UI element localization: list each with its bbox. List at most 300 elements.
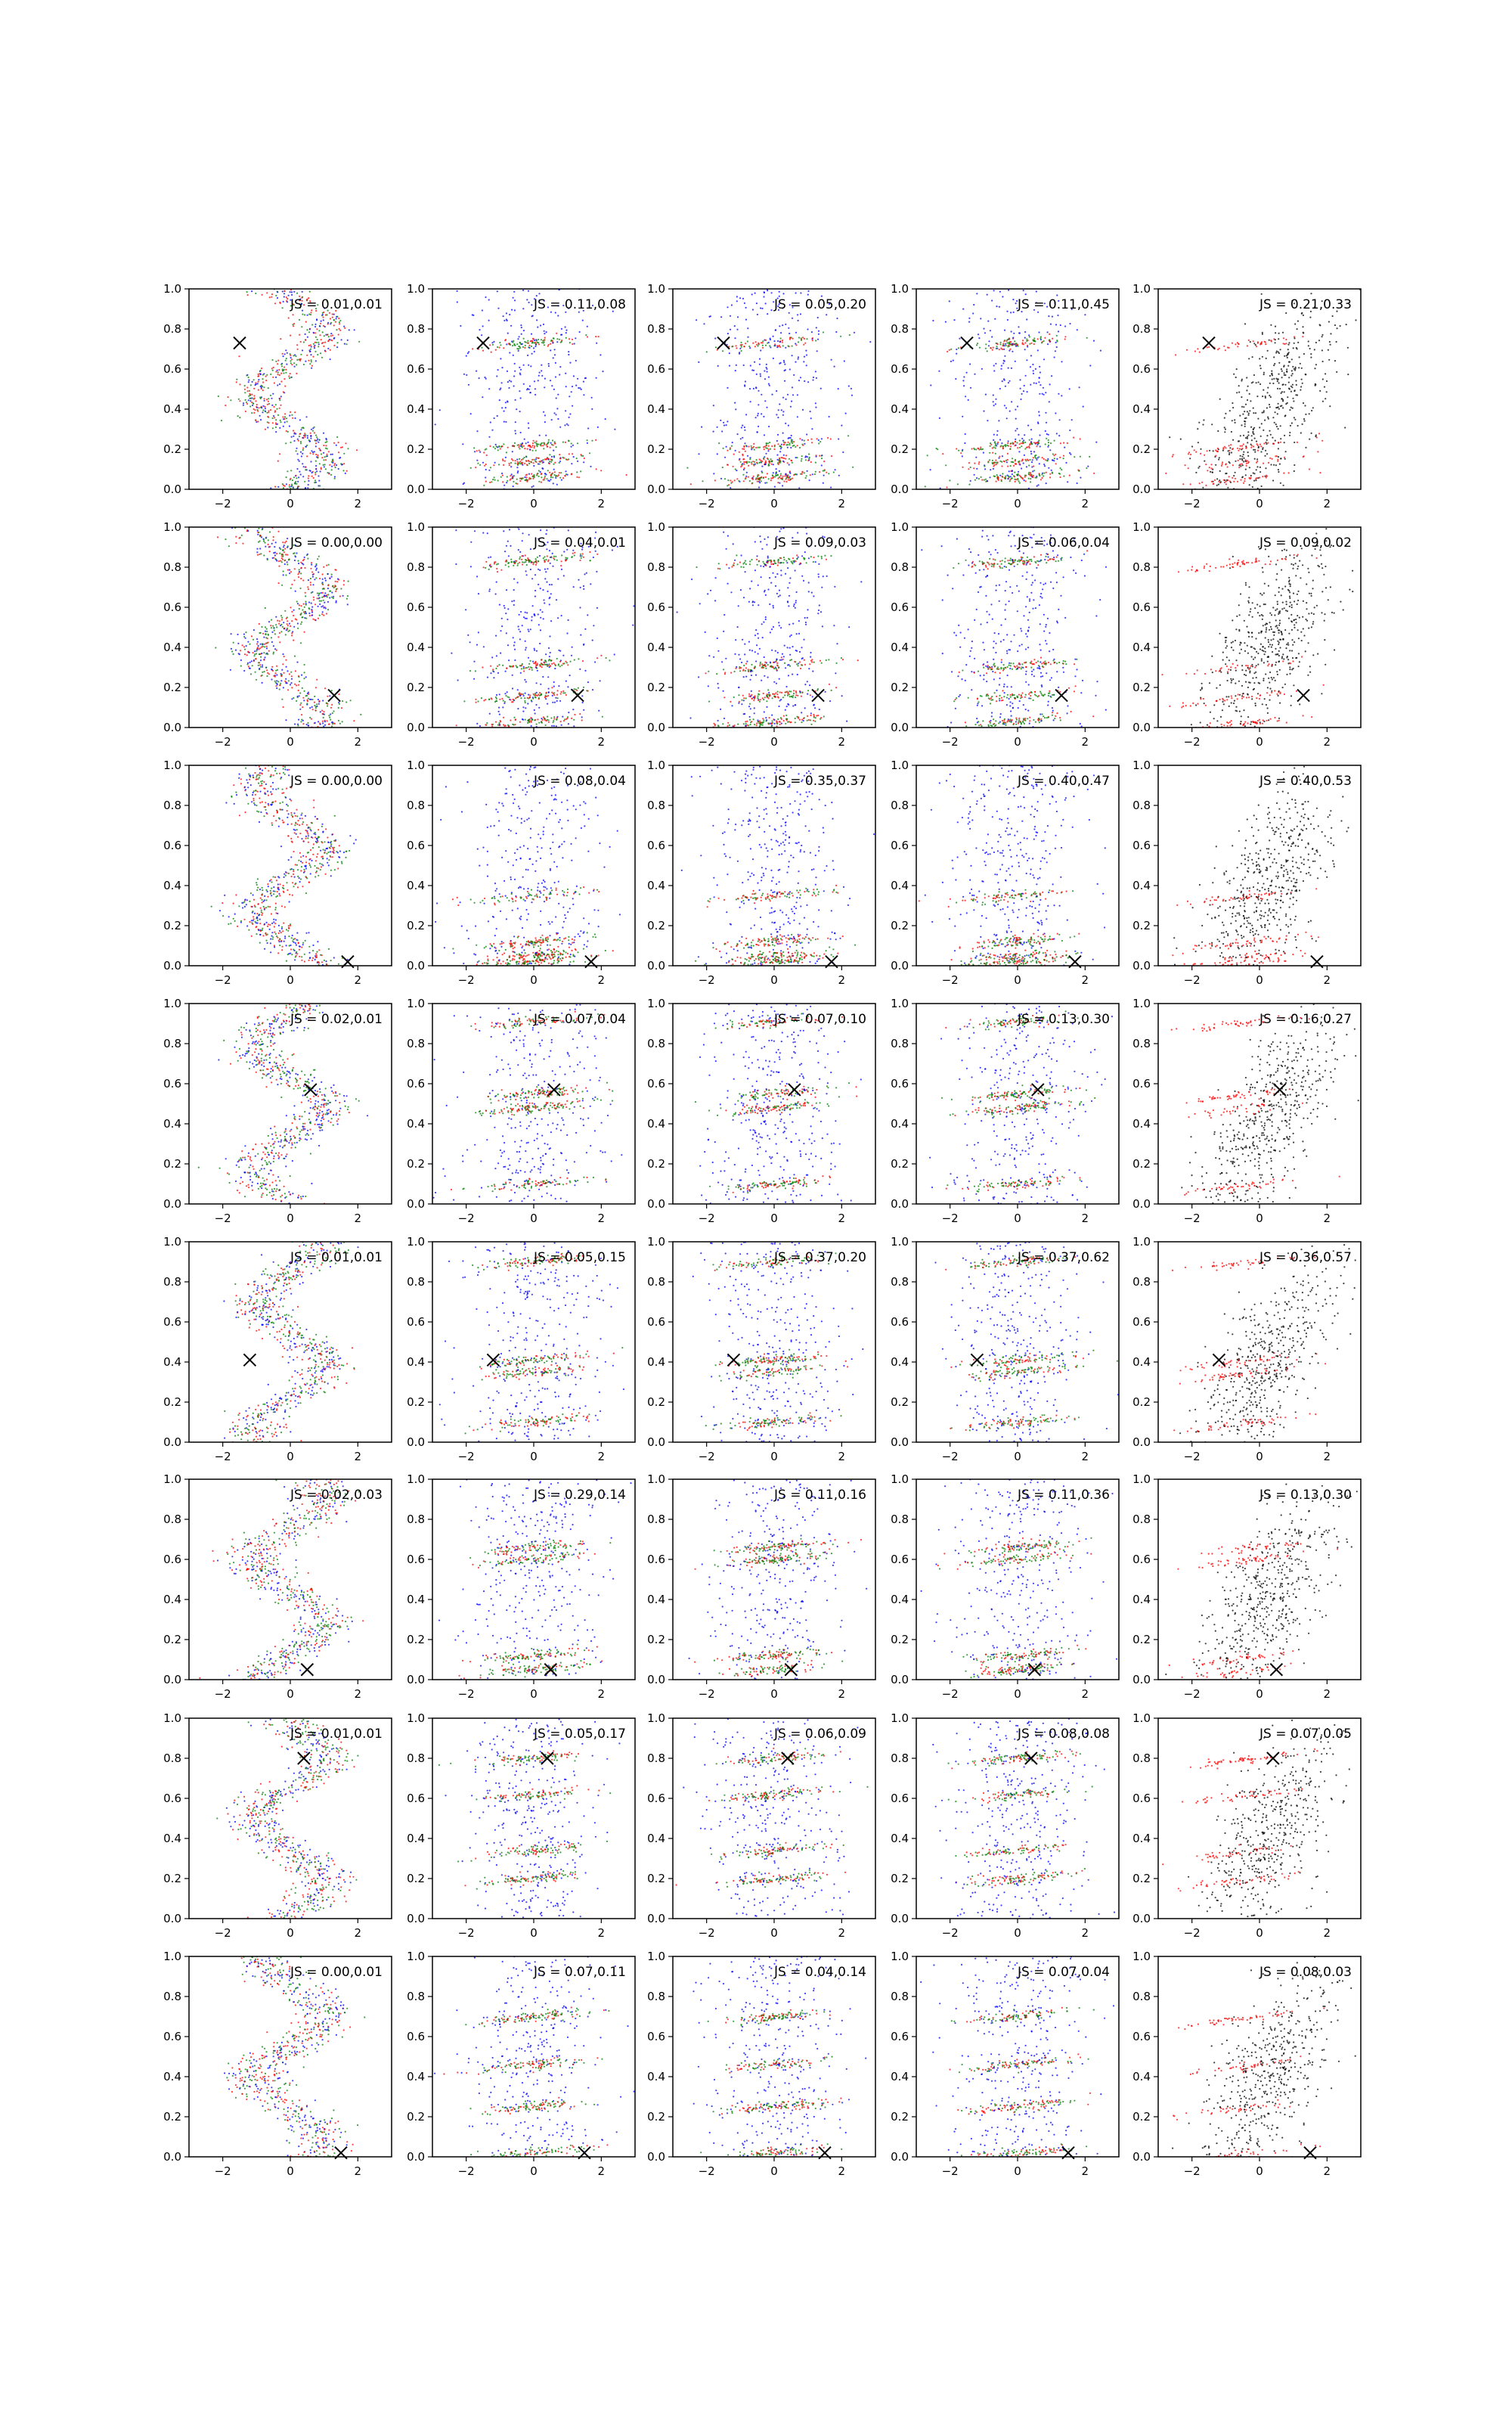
- scatter-point: [243, 402, 244, 404]
- scatter-point: [770, 458, 772, 460]
- scatter-point: [726, 424, 727, 426]
- scatter-point: [284, 290, 286, 292]
- scatter-point: [1319, 324, 1321, 326]
- scatter-point: [1254, 458, 1256, 460]
- scatter-point: [1065, 462, 1067, 464]
- scatter-point: [600, 655, 602, 656]
- scatter-point: [249, 400, 251, 402]
- scatter-point: [534, 590, 536, 591]
- scatter-point: [532, 605, 534, 607]
- scatter-point: [284, 544, 285, 546]
- scatter-point: [927, 455, 928, 456]
- scatter-point: [779, 341, 781, 343]
- scatter-point: [827, 437, 829, 439]
- scatter-point: [339, 321, 340, 323]
- scatter-point: [296, 684, 297, 686]
- scatter-point: [802, 337, 804, 338]
- scatter-point: [1275, 440, 1276, 442]
- scatter-point: [757, 431, 758, 433]
- scatter-point: [1251, 382, 1253, 383]
- scatter-point: [1056, 294, 1058, 296]
- scatter-point: [262, 378, 263, 380]
- scatter-point: [1257, 343, 1259, 344]
- scatter-point: [768, 377, 770, 378]
- scatter-point: [815, 340, 816, 341]
- scatter-point: [1038, 331, 1040, 333]
- scatter-point: [327, 703, 328, 705]
- scatter-point: [1251, 445, 1253, 446]
- scatter-point: [1286, 371, 1287, 372]
- scatter-point: [503, 717, 504, 718]
- scatter-point: [560, 721, 562, 722]
- scatter-point: [1218, 459, 1219, 461]
- scatter-point: [1334, 360, 1336, 361]
- scatter-point: [1318, 340, 1320, 341]
- scatter-point: [1024, 331, 1026, 333]
- scatter-point: [826, 472, 827, 473]
- scatter-point: [552, 342, 553, 343]
- scatter-point: [723, 422, 724, 424]
- scatter-point: [550, 380, 551, 381]
- scatter-point: [496, 375, 497, 377]
- scatter-point: [528, 534, 530, 535]
- scatter-point: [1284, 374, 1286, 376]
- scatter-point: [772, 477, 773, 479]
- scatter-point: [514, 430, 516, 432]
- scatter-point: [565, 386, 567, 387]
- scatter-point: [1232, 477, 1233, 479]
- scatter-point: [771, 464, 773, 465]
- scatter-point: [1244, 417, 1246, 419]
- scatter-point: [490, 566, 491, 568]
- scatter-point: [488, 569, 490, 570]
- scatter-point: [249, 390, 250, 392]
- scatter-point: [1283, 473, 1284, 474]
- scatter-point: [285, 574, 287, 576]
- scatter-point: [536, 319, 538, 321]
- scatter-point: [780, 448, 782, 449]
- scatter-point: [457, 679, 459, 681]
- scatter-point: [301, 605, 302, 607]
- scatter-point: [499, 389, 500, 390]
- scatter-point: [1215, 455, 1216, 457]
- scatter-point: [231, 633, 232, 634]
- scatter-point: [287, 420, 288, 422]
- scatter-point: [279, 620, 280, 622]
- scatter-point: [985, 394, 987, 396]
- scatter-point: [319, 485, 321, 486]
- scatter-point: [810, 411, 811, 412]
- y-tick-label: 0.8: [891, 322, 909, 336]
- scatter-point: [1298, 367, 1300, 368]
- scatter-point: [1217, 430, 1219, 432]
- scatter-point: [526, 464, 528, 465]
- y-tick-label: 0.2: [1132, 442, 1151, 456]
- scatter-point: [1247, 436, 1248, 437]
- scatter-point: [284, 563, 286, 565]
- scatter-point: [470, 541, 472, 543]
- scatter-point: [759, 482, 761, 483]
- scatter-point: [1244, 420, 1245, 422]
- scatter-point: [743, 469, 745, 470]
- scatter-point: [259, 647, 261, 649]
- scatter-point: [1017, 447, 1018, 448]
- scatter-point: [311, 450, 312, 451]
- scatter-point: [787, 476, 789, 477]
- scatter-point: [739, 352, 740, 353]
- scatter-point: [1230, 444, 1232, 445]
- scatter-point: [495, 721, 497, 723]
- scatter-point: [271, 293, 273, 295]
- scatter-point: [1233, 374, 1235, 375]
- scatter-point: [1310, 353, 1312, 355]
- scatter-point: [290, 478, 291, 479]
- scatter-point: [1041, 473, 1043, 475]
- scatter-point: [277, 486, 279, 488]
- scatter-point: [468, 384, 469, 386]
- scatter-point: [340, 588, 342, 589]
- scatter-point: [322, 316, 324, 318]
- y-tick-label: 0.4: [891, 402, 909, 416]
- scatter-point: [318, 346, 319, 347]
- scatter-point: [1005, 445, 1006, 447]
- scatter-point: [340, 447, 342, 448]
- scatter-point: [988, 340, 990, 342]
- scatter-point: [1033, 343, 1035, 345]
- scatter-point: [272, 393, 274, 395]
- scatter-point: [1033, 451, 1035, 452]
- scatter-point: [816, 377, 817, 379]
- scatter-point: [727, 333, 729, 334]
- scatter-point: [995, 363, 996, 365]
- scatter-point: [1315, 434, 1317, 436]
- scatter-point: [740, 438, 742, 439]
- scatter-point: [544, 337, 546, 339]
- scatter-point: [758, 426, 759, 427]
- scatter-point: [1321, 440, 1323, 442]
- scatter-point: [981, 479, 983, 481]
- scatter-point: [247, 641, 249, 643]
- scatter-point: [563, 458, 565, 459]
- scatter-point: [956, 448, 957, 449]
- scatter-point: [299, 604, 300, 606]
- scatter-point: [981, 368, 983, 370]
- scatter-point: [235, 536, 237, 538]
- scatter-point: [316, 440, 318, 442]
- scatter-point: [255, 400, 256, 402]
- scatter-point: [1309, 317, 1311, 318]
- scatter-point: [293, 579, 295, 581]
- scatter-point: [451, 653, 452, 654]
- scatter-point: [279, 684, 280, 686]
- scatter-point: [272, 422, 274, 424]
- scatter-point: [1033, 475, 1034, 476]
- scatter-point: [304, 607, 305, 608]
- scatter-point: [525, 702, 526, 703]
- scatter-point: [964, 442, 965, 444]
- scatter-point: [851, 395, 853, 396]
- scatter-point: [529, 694, 531, 696]
- scatter-point: [754, 361, 755, 363]
- scatter-point: [1064, 325, 1066, 327]
- scatter-point: [276, 650, 277, 651]
- scatter-point: [1059, 457, 1061, 458]
- scatter-point: [262, 389, 264, 391]
- scatter-point: [551, 456, 553, 458]
- scatter-point: [1264, 455, 1266, 457]
- scatter-point: [259, 540, 261, 541]
- scatter-point: [1243, 461, 1244, 462]
- scatter-point: [1043, 358, 1045, 360]
- scatter-point: [1242, 414, 1244, 415]
- scatter-point: [322, 573, 324, 575]
- scatter-point: [303, 603, 305, 605]
- scatter-point: [547, 568, 548, 569]
- scatter-point: [1095, 442, 1097, 443]
- scatter-point: [497, 346, 498, 348]
- scatter-point: [1232, 407, 1234, 408]
- scatter-point: [770, 477, 772, 479]
- scatter-point: [768, 464, 770, 466]
- scatter-point: [1078, 470, 1080, 471]
- scatter-point: [748, 465, 749, 467]
- scatter-point: [729, 365, 730, 367]
- scatter-point: [263, 398, 265, 399]
- scatter-point: [284, 416, 286, 417]
- scatter-point: [724, 478, 726, 479]
- scatter-point: [535, 558, 537, 560]
- scatter-point: [295, 556, 296, 557]
- scatter-point: [300, 451, 302, 453]
- scatter-point: [757, 481, 758, 482]
- scatter-point: [276, 560, 277, 561]
- scatter-point: [529, 697, 531, 698]
- scatter-point: [1254, 451, 1256, 453]
- scatter-point: [1287, 396, 1288, 398]
- scatter-point: [1025, 293, 1027, 295]
- x-tick-label: −2: [215, 735, 231, 749]
- scatter-point: [727, 479, 729, 481]
- scatter-point: [572, 709, 574, 710]
- scatter-point: [548, 692, 550, 693]
- scatter-point: [299, 692, 301, 693]
- scatter-point: [301, 714, 302, 715]
- scatter-point: [993, 405, 995, 406]
- scatter-point: [1300, 386, 1302, 387]
- scatter-point: [240, 659, 242, 661]
- scatter-point: [1329, 341, 1331, 343]
- scatter-point: [1287, 402, 1288, 404]
- scatter-point: [1263, 372, 1265, 374]
- scatter-point: [1026, 447, 1027, 448]
- scatter-point: [282, 290, 284, 292]
- scatter-point: [491, 698, 492, 700]
- scatter-point: [281, 365, 283, 367]
- scatter-point: [541, 482, 542, 483]
- scatter-point: [1281, 392, 1282, 394]
- scatter-point: [1292, 408, 1294, 409]
- scatter-point: [753, 464, 754, 466]
- scatter-point: [959, 338, 960, 340]
- scatter-point: [962, 416, 963, 417]
- scatter-point: [314, 579, 315, 580]
- scatter-point: [1294, 369, 1296, 371]
- scatter-point: [265, 626, 266, 628]
- scatter-point: [541, 611, 543, 613]
- scatter-point: [324, 342, 326, 343]
- scatter-point: [511, 561, 513, 563]
- scatter-point: [506, 451, 507, 453]
- scatter-point: [265, 376, 267, 377]
- scatter-point: [506, 589, 507, 591]
- scatter-point: [534, 342, 536, 343]
- scatter-point: [531, 473, 532, 475]
- scatter-point: [330, 591, 331, 592]
- scatter-point: [742, 437, 743, 439]
- scatter-point: [298, 358, 299, 360]
- scatter-point: [312, 430, 314, 432]
- scatter-point: [559, 461, 561, 462]
- scatter-point: [246, 403, 248, 405]
- scatter-point: [477, 463, 479, 464]
- scatter-point: [528, 461, 530, 462]
- scatter-point: [565, 661, 566, 662]
- scatter-point: [282, 554, 284, 555]
- scatter-point: [754, 464, 756, 465]
- scatter-point: [217, 536, 218, 538]
- scatter-point: [343, 326, 345, 327]
- scatter-point: [1009, 342, 1010, 343]
- scatter-point: [324, 578, 326, 579]
- scatter-point: [285, 360, 287, 361]
- scatter-point: [543, 342, 544, 343]
- scatter-point: [259, 554, 260, 555]
- scatter-point: [510, 475, 511, 476]
- scatter-point: [987, 461, 989, 463]
- scatter-point: [1324, 386, 1325, 388]
- scatter-point: [551, 419, 553, 420]
- y-tick-label: 0.6: [163, 600, 181, 614]
- scatter-point: [1260, 368, 1262, 369]
- scatter-point: [1267, 417, 1269, 418]
- scatter-point: [714, 479, 716, 481]
- scatter-point: [530, 660, 531, 662]
- scatter-point: [1249, 484, 1250, 486]
- scatter-point: [541, 721, 542, 723]
- scatter-point: [302, 427, 304, 428]
- scatter-point: [749, 388, 751, 389]
- scatter-point: [286, 666, 287, 668]
- scatter-point: [550, 476, 552, 478]
- scatter-point: [1275, 378, 1277, 380]
- scatter-point: [328, 564, 330, 566]
- scatter-point: [1279, 388, 1281, 389]
- scatter-point: [513, 644, 515, 646]
- scatter-point: [538, 470, 540, 471]
- scatter-point: [544, 697, 546, 698]
- scatter-point: [1228, 476, 1230, 477]
- scatter-point: [533, 347, 534, 349]
- scatter-point: [1263, 389, 1264, 391]
- scatter-point: [514, 344, 516, 346]
- scatter-point: [507, 371, 508, 372]
- scatter-point: [271, 619, 272, 621]
- scatter-point: [274, 546, 275, 548]
- scatter-point: [522, 442, 523, 444]
- scatter-point: [756, 459, 758, 461]
- scatter-point: [553, 662, 554, 664]
- scatter-point: [304, 567, 305, 569]
- scatter-point: [259, 548, 261, 549]
- scatter-point: [826, 314, 827, 315]
- scatter-point: [1015, 481, 1016, 482]
- scatter-point: [869, 341, 871, 343]
- scatter-point: [765, 447, 767, 448]
- scatter-point: [296, 468, 298, 470]
- scatter-point: [781, 444, 782, 445]
- scatter-point: [528, 478, 530, 479]
- scatter-point: [746, 461, 748, 463]
- scatter-point: [519, 665, 521, 666]
- scatter-point: [455, 563, 457, 565]
- x-tick-label: 0: [287, 735, 294, 749]
- scatter-point: [319, 439, 321, 441]
- scatter-point: [582, 553, 584, 554]
- scatter-point: [1033, 465, 1034, 467]
- scatter-point: [583, 461, 584, 463]
- scatter-point: [297, 459, 299, 461]
- scatter-point: [465, 609, 466, 610]
- scatter-point: [1028, 334, 1030, 336]
- scatter-point: [1272, 479, 1274, 481]
- scatter-point: [1287, 357, 1288, 358]
- scatter-point: [532, 478, 534, 479]
- scatter-point: [519, 562, 520, 563]
- scatter-point: [1059, 476, 1061, 478]
- scatter-point: [553, 412, 555, 414]
- scatter-point: [1044, 465, 1046, 467]
- scatter-point: [594, 661, 596, 662]
- y-tick-label: 0.6: [407, 362, 425, 376]
- scatter-point: [518, 628, 519, 630]
- scatter-point: [1219, 479, 1220, 481]
- scatter-point: [254, 653, 256, 655]
- scatter-point: [336, 346, 338, 348]
- scatter-point: [304, 672, 305, 673]
- scatter-point: [1024, 342, 1026, 343]
- scatter-point: [1255, 412, 1256, 414]
- scatter-point: [1222, 464, 1223, 465]
- scatter-point: [316, 436, 318, 438]
- scatter-point: [342, 595, 344, 597]
- scatter-point: [277, 636, 279, 638]
- scatter-point: [309, 363, 311, 365]
- scatter-point: [949, 300, 950, 302]
- scatter-point: [1089, 365, 1091, 366]
- scatter-point: [1253, 374, 1255, 376]
- scatter-point: [534, 445, 535, 447]
- scatter-point: [1198, 422, 1200, 424]
- scatter-point: [545, 559, 547, 560]
- scatter-point: [1002, 362, 1004, 364]
- scatter-point: [305, 340, 306, 341]
- scatter-point: [238, 538, 240, 539]
- scatter-point: [1033, 457, 1034, 458]
- scatter-point: [1258, 447, 1259, 448]
- scatter-point: [538, 707, 540, 709]
- scatter-point: [1033, 470, 1035, 471]
- scatter-point: [808, 453, 810, 455]
